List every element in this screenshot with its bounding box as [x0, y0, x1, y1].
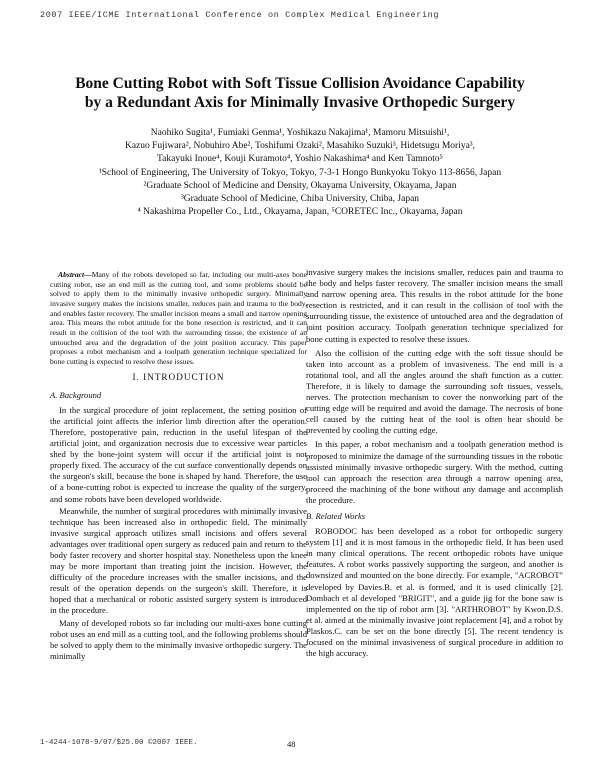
affiliation-line: ³Graduate School of Medicine, Chiba University, Chiba, Japan [180, 194, 420, 205]
affiliation-line: ⁴ Nakashima Propeller Co., Ltd., Okayama, Japan, ⁵CORETEC Inc., Okayama, Japan [137, 207, 463, 218]
author-line: Kazuo Fujiwara², Nobuhiro Abe², Toshifumi Ozaki², Masahiko Suzuki³, Hidetsugu Moriya³, [124, 141, 476, 152]
right-column [306, 267, 563, 660]
paper-title [40, 74, 560, 112]
body-paragraph: ROBODOC has been developed as a robot for orthopedic surgery system [1] and it is most famous in the orthopedic field. It has been used in many clinical operations. The recent orthopedic robots have unique features. A robot works passively supporting the surgeon, and another is downsized and mounted on the bone directly. For example, "ACROBOT" developed by Davies.B. et al. is formed, and it is used clinically [2]. Dombach et al developed "BRIGIT", and a guide jig for the bone saw is implemented on the tip of robot arm [3]. "ARTHROBOT" by Kwon.D.S. et al. aimed at the minimally invasive joint replacement [4], and a robot by Plaskos.C. can be set on the bone directly [5]. The recent tendency is focused on the minimal invasiveness of surgical procedure in addition to the high accuracy. [306, 526, 564, 659]
body-paragraph: Many of developed robots so far including our multi-axes bone cutting robot uses an end mill as a cutting tool, and the following problems should be solved to apply them to the minimally invasive orthopedic surgery. The minimally [50, 617, 307, 661]
abstract-text: Many of the robots developed so far, including our multi-axes bone cutting robot, use an end mill as the cutting tool, and some problems should be solved to apply them to the minimally invasive orthopedic surgery. Minimally invasive surgery makes the incisions smaller, reduces pain and trauma to the body, and enables faster recovery. The smaller incision means a small and narrow opening area. This means the robot attitude for the bone resection is restricted, and it can result in the collision of the tool with the surrounding tissue, the existence of an untouched area and the degradation of the joint position accuracy. This paper proposes a robot mechanism and a toolpath generation technique specialized for bone cutting is expected to resolve these issues. [50, 270, 307, 366]
page-number: 48 [287, 739, 296, 749]
author-line: Takayuki Inoue⁴, Kouji Kuramoto⁴, Yoshio Nakashima⁴ and Ken Tamnoto⁵ [157, 154, 443, 165]
affiliation-line: ¹School of Engineering, The University of Tokyo, Tokyo, 7-3-1 Hongo Bunkyoku Tokyo 113-8656, Japan [98, 167, 502, 178]
body-paragraph: Meanwhile, the number of surgical procedures with minimally invasive technique has been increased also in orthopedic field. The minimally invasive surgical approach utilizes small incisions and offers several advantages over traditional open surgery as reduced pain and return to the body faster recovery and shorter hospital stay. Nonetheless upon the knee may be more important than treating joint the incision. However, the difficulty of the procedure increases with the smaller incisions, and the result of the operation depends on the surgeon's skill. Therefore, it is hoped that a mechanical or robotic assisted surgery system is introduced in the procedure. [50, 505, 307, 616]
left-column [50, 270, 307, 663]
abstract-label: Abstract— [58, 270, 92, 279]
title-line-1: Bone Cutting Robot with Soft Tissue Collision Avoidance Capability [75, 75, 525, 92]
subsection-heading-background: A. Background [50, 389, 102, 400]
subsection-heading-related-works: B. Related Works [306, 510, 366, 521]
title-line-2: by a Redundant Axis for Minimally Invasive Orthopedic Surgery [84, 94, 516, 111]
conference-header: 2007 IEEE/ICME International Conference on Complex Medical Engineering [40, 10, 440, 20]
body-paragraph: In the surgical procedure of joint replacement, the setting position of the artificial joint affects the inferior limb direction after the operation. Therefore, postoperative pain, reduction in the useful lifespan of the artificial joint, and organization necrosis due to excessive wear particles shed by the bone-joint system will occur if the artificial joint is not properly fixed. The accuracy of the cut surface conventionally depends on the surgeon's skill, because the bone is shaped by hand. Therefore, the use of a bone-cutting robot is expected to increase the quality of the surgery, and some robots have been developed worldwide. [50, 404, 307, 504]
author-block [40, 127, 560, 219]
copyright-footer: 1-4244-1078-9/07/$25.00 ©2007 IEEE. [40, 739, 198, 747]
section-heading-introduction: I. INTRODUCTION [132, 371, 225, 382]
abstract [50, 270, 307, 367]
affiliation-line: ²Graduate School of Medicine and Density, Okayama University, Okayama, Japan [143, 180, 457, 191]
body-paragraph: Also the collision of the cutting edge with the soft tissue should be taken into account as a problem of invasiveness. The end mill is a rotational tool, and all the angles around the shaft function as a cutter. Therefore, it is likely to damage the surrounding soft tissues, vessels, nerves. The protection mechanism to cover the nonworking part of the cutting edge will be required and avoid the damage. The necrosis of bone cell caused by the cutting heat of the tool is often hear should be prevented by cooling the cutting edge. [306, 347, 563, 436]
author-line: Naohiko Sugita¹, Fumiaki Genma¹, Yoshikazu Nakajima¹, Mamoru Mitsuishi¹, [150, 128, 450, 138]
body-paragraph: In this paper, a robot mechanism and a toolpath generation method is proposed to minimize the damage of the surrounding tissues in the robotic assisted minimally invasive orthopedic surgery. With the method, cutting tool can approach the resection area through a narrow opening area, proceed the machining of the bone without any damage and accomplish the procedure. [306, 439, 563, 505]
body-paragraph: invasive surgery makes the incisions smaller, reduces pain and trauma to the body and helps faster recovery. The smaller incision means the small and narrow opening area. This results in the robot attitude for the bone resection is restricted, and it can result in the collision of tool with the surrounding tissue, the existence of untouched area and the degradation of joint position accuracy. Toolpath generation technique specialized for bone cutting is expected to resolve these issues. [306, 267, 563, 344]
